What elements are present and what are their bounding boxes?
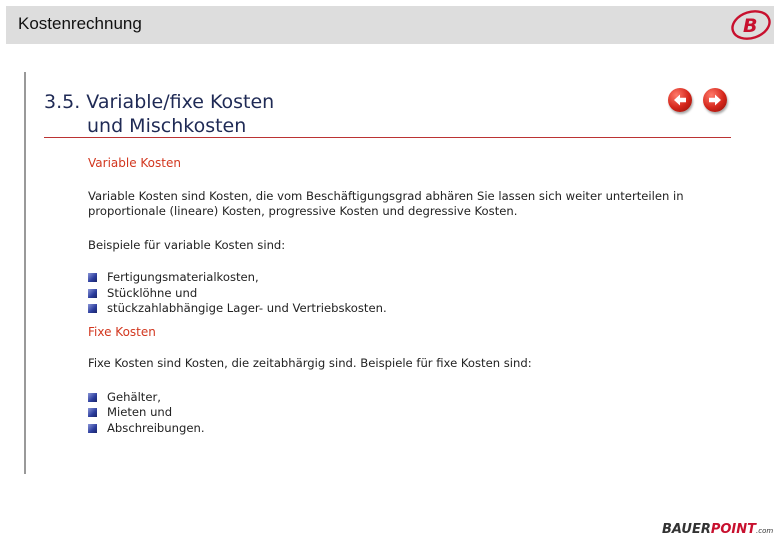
bullet-icon	[88, 393, 97, 402]
variable-cost-list	[88, 270, 688, 317]
section-title-fixed: Fixe Kosten	[88, 324, 156, 339]
brand-logo	[730, 9, 772, 41]
bullet-icon	[88, 408, 97, 417]
paragraph-fixed-definition: Fixe Kosten sind Kosten, die zeitabhärgig sind. Beispiele für fixe Kosten sind:	[88, 356, 532, 370]
list-item: Abschreibungen.	[88, 421, 688, 437]
bullet-icon	[88, 304, 97, 313]
paragraph-variable-definition: Variable Kosten sind Kosten, die vom Beschäftigungsgrad abhären Sie lassen sich weiter unterteilen in proportionale (lineare) Kosten, progressive Kosten und degressive Kosten.	[88, 188, 684, 218]
footer-brand-suffix: .com	[756, 527, 774, 535]
arrow-left-icon	[671, 91, 689, 109]
arrow-right-icon	[706, 91, 724, 109]
footer-brand-part1: BAUER	[662, 522, 711, 537]
fixed-cost-list	[88, 390, 688, 437]
svg-text:B: B	[743, 15, 758, 37]
next-slide-button[interactable]	[703, 88, 727, 112]
list-item: Gehälter,	[88, 390, 688, 406]
bullet-icon	[88, 289, 97, 298]
heading-rule	[44, 137, 731, 138]
footer-brand-part2: POINT	[710, 522, 757, 537]
previous-slide-button[interactable]	[668, 88, 692, 112]
paragraph-variable-examples-intro: Beispiele für variable Kosten sind:	[88, 237, 286, 252]
left-divider	[24, 72, 26, 474]
list-item: Mieten und	[88, 405, 688, 421]
bullet-icon	[88, 273, 97, 282]
bullet-icon	[88, 424, 97, 433]
title-bar	[6, 6, 774, 44]
list-item: stückzahlabhängige Lager- und Vertriebskosten.	[88, 301, 688, 317]
section-title-variable: Variable Kosten	[88, 156, 181, 170]
slide-content	[88, 156, 688, 436]
slide-heading	[44, 90, 274, 138]
heading-line-1: 3.5. Variable/fixe Kosten	[44, 91, 275, 113]
list-item: Fertigungsmaterialkosten,	[88, 270, 688, 286]
heading-line-2: und Mischkosten	[87, 115, 247, 137]
list-item: Stücklöhne und	[88, 286, 688, 302]
app-title: Kostenrechnung	[18, 14, 142, 33]
brand-b-icon	[730, 9, 772, 41]
footer-brand-logo	[662, 520, 772, 540]
